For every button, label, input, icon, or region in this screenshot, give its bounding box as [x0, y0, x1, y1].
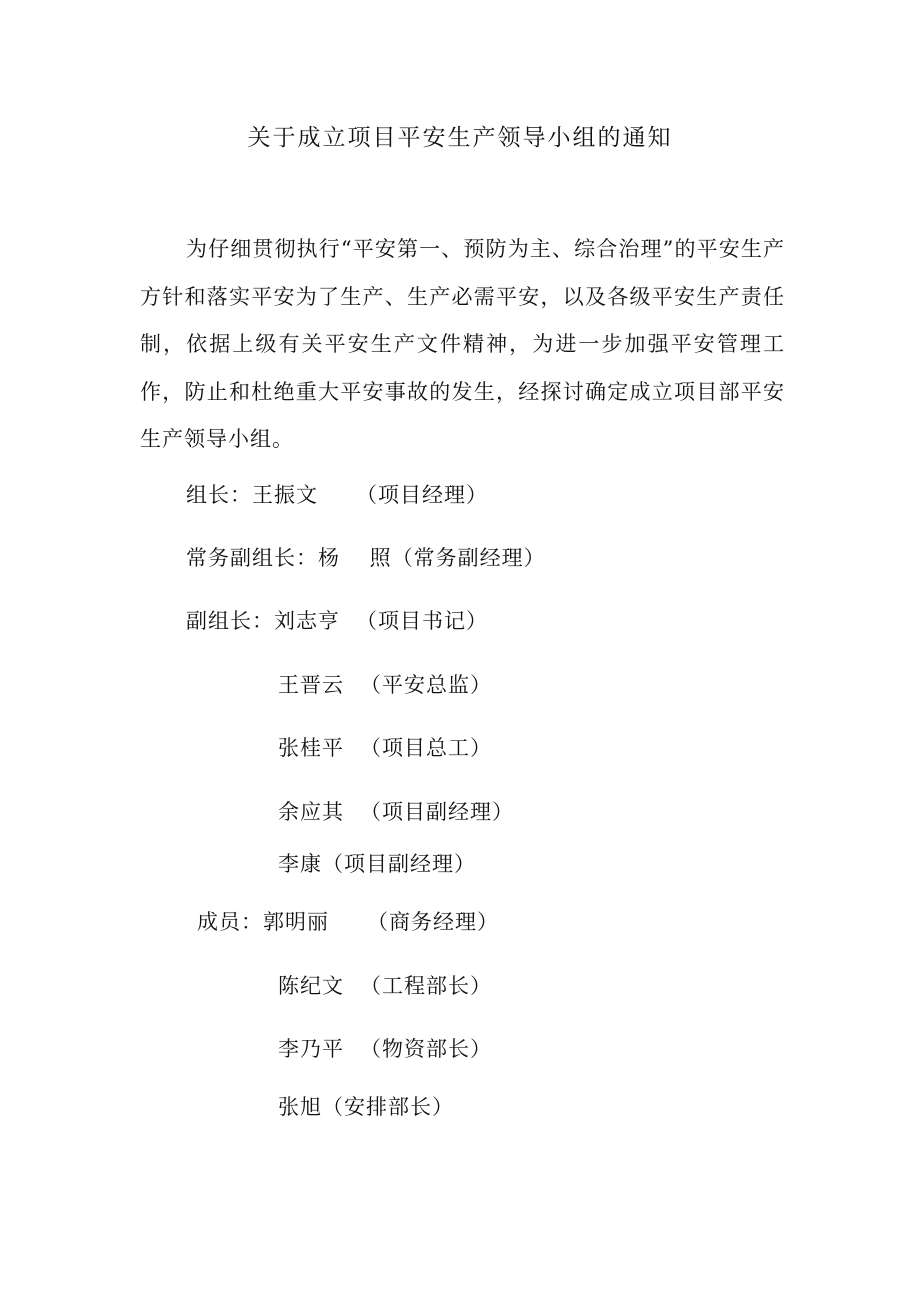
members-label: 成员：	[197, 910, 263, 934]
leader-role: （项目经理）	[356, 483, 488, 507]
member-role: （工程部长）	[360, 974, 492, 998]
deputy-name: 王晋云	[278, 673, 344, 697]
deputy-name: 李康	[278, 852, 322, 876]
leader-name: 王振文	[252, 483, 318, 507]
member-line-3	[278, 1034, 492, 1064]
member-name: 张旭	[278, 1095, 322, 1119]
document-title: 关于成立项目平安生产领导小组的通知	[247, 125, 673, 151]
deputy-role: （项目副经理）	[322, 852, 476, 876]
deputies-label: 副组长：	[186, 609, 274, 633]
deputy-role: （平安总监）	[360, 673, 492, 697]
member-role: （商务经理）	[367, 910, 499, 934]
member-line-1	[197, 907, 499, 937]
leader-label: 组长：	[186, 483, 252, 507]
deputy-line-1	[186, 606, 488, 636]
deputy-role: （项目副经理）	[360, 800, 514, 824]
executive-deputy-name: 杨 照	[318, 546, 392, 570]
member-line-4	[278, 1092, 454, 1122]
member-role: （物资部长）	[360, 1037, 492, 1061]
executive-deputy-line	[186, 543, 546, 573]
member-line-2	[278, 971, 492, 1001]
deputy-name: 余应其	[278, 800, 344, 824]
intro-paragraph: 为仔细贯彻执行“平安第一、预防为主、综合治理”的平安生产方针和落实平安为了生产、生产必需平安，以及各级平安生产责任制，依据上级有关平安生产文件精神，为进一步加强平安管理工作，防止和杜绝重大平安事故的发生，经探讨确定成立项目部平安生产领导小组。	[140, 237, 785, 451]
deputy-line-3	[278, 733, 492, 763]
deputy-role: （项目总工）	[360, 736, 492, 760]
deputy-line-5	[278, 849, 476, 879]
deputy-line-4	[278, 797, 514, 827]
executive-deputy-role: （常务副经理）	[391, 546, 546, 570]
deputy-name: 刘志亨	[274, 609, 340, 633]
executive-deputy-label: 常务副组长：	[186, 546, 318, 570]
deputy-role: （项目书记）	[356, 609, 488, 633]
member-role: （安排部长）	[322, 1095, 454, 1119]
leader-line	[186, 480, 488, 510]
member-name: 陈纪文	[278, 974, 344, 998]
member-name: 郭明丽	[263, 910, 329, 934]
deputy-name: 张桂平	[278, 736, 344, 760]
deputy-line-2	[278, 670, 492, 700]
member-name: 李乃平	[278, 1037, 344, 1061]
